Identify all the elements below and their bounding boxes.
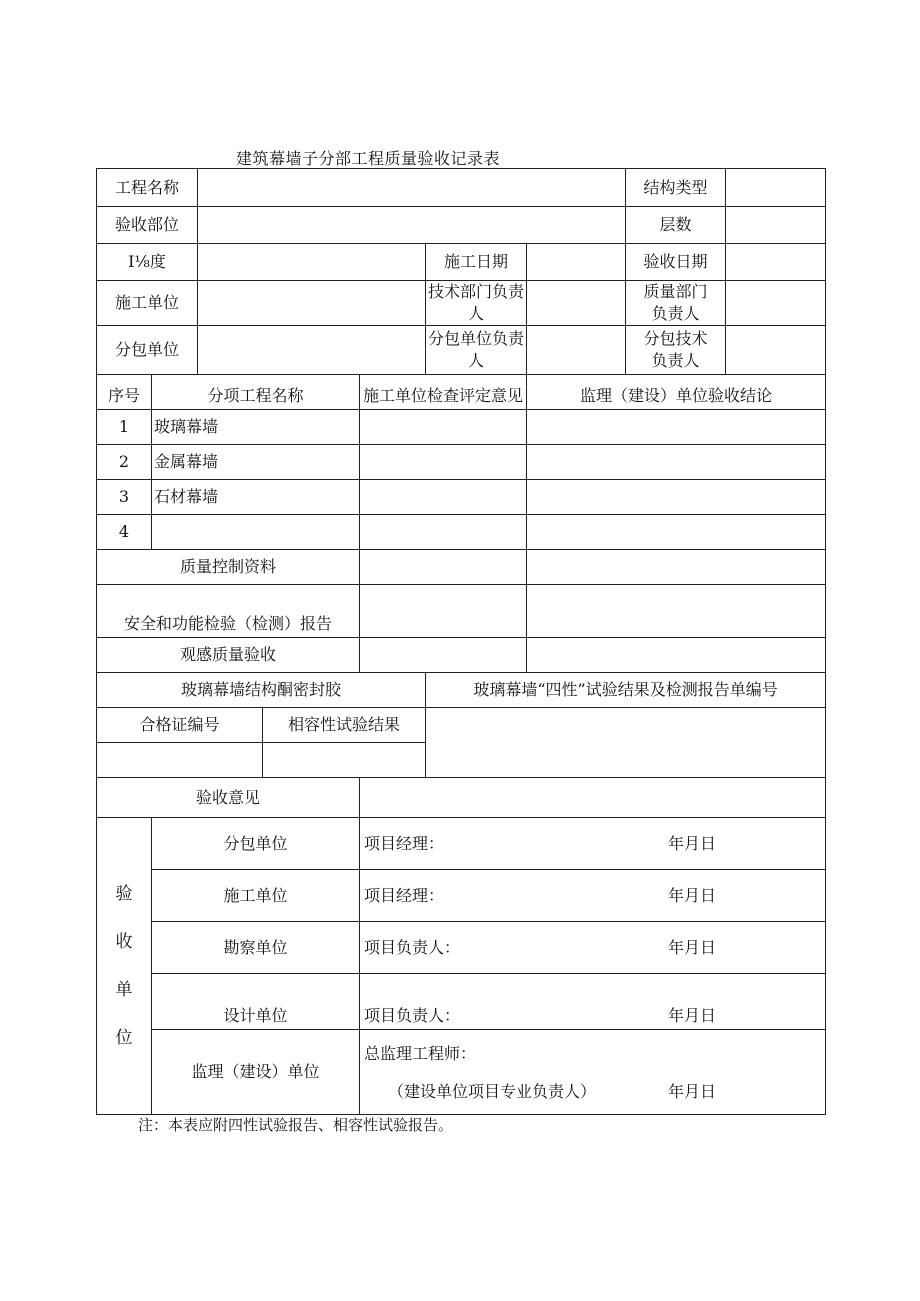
table-row <box>97 515 826 550</box>
sign-date: 年月日 <box>668 1082 717 1101</box>
quality-dept-head-field[interactable] <box>726 281 826 326</box>
table-row <box>97 410 826 445</box>
sign-date: 年月日 <box>668 833 717 853</box>
acceptance-part-field[interactable] <box>198 207 626 244</box>
sign-date: 年月日 <box>668 1006 717 1025</box>
acceptance-date-label: 验收日期 <box>626 244 726 281</box>
quality-control-conclusion-field[interactable] <box>527 550 826 585</box>
subcontract-unit-label: 分包单位 <box>97 326 198 375</box>
opinion-field[interactable] <box>360 778 826 818</box>
col-header-no: 序号 <box>97 375 152 410</box>
row-check-field[interactable] <box>360 410 527 445</box>
table-row <box>97 480 826 515</box>
sign-date: 年月日 <box>668 937 717 957</box>
row-conclusion-field[interactable] <box>527 515 826 550</box>
page-title: 建筑幕墙子分部工程质量验收记录表 <box>236 149 501 168</box>
sign-cell[interactable] <box>360 922 826 974</box>
appearance-check-field[interactable] <box>360 638 527 673</box>
table-row <box>97 445 826 480</box>
structure-type-field[interactable] <box>726 169 826 207</box>
row-no: 4 <box>97 515 152 550</box>
project-name-field[interactable] <box>198 169 626 207</box>
sign-role: 项目负责人： <box>364 937 461 957</box>
unit-name: 设计单位 <box>152 974 360 1030</box>
sign-cell[interactable] <box>360 974 826 1030</box>
row-name <box>152 515 360 550</box>
unit-name: 施工单位 <box>152 870 360 922</box>
certificate-no-label: 合格证编号 <box>97 708 263 743</box>
row-check-field[interactable] <box>360 515 527 550</box>
project-name-label: 工程名称 <box>97 169 198 207</box>
col-header-conclusion: 监理（建设）单位验收结论 <box>527 375 826 410</box>
quality-dept-head-label: 质量部门负责人 <box>626 281 726 326</box>
quality-control-check-field[interactable] <box>360 550 527 585</box>
compatibility-field[interactable] <box>263 743 426 778</box>
certificate-no-field[interactable] <box>97 743 263 778</box>
tech-dept-head-label: 技术部门负责人 <box>426 281 527 326</box>
sign-role-secondary: （建设单位项目专业负责人） <box>388 1082 597 1101</box>
row-no: 3 <box>97 480 152 515</box>
row-no: 2 <box>97 445 152 480</box>
sign-date: 年月日 <box>668 885 717 905</box>
compatibility-label: 相容性试验结果 <box>263 708 426 743</box>
tech-dept-head-field[interactable] <box>527 281 626 326</box>
construction-date-field[interactable] <box>527 244 626 281</box>
col-header-name: 分项工程名称 <box>152 375 360 410</box>
unit-name: 分包单位 <box>152 818 360 870</box>
height-label: I⅛度 <box>97 244 198 281</box>
appearance-label: 观感质量验收 <box>97 638 360 673</box>
unit-name: 勘察单位 <box>152 922 360 974</box>
subcontract-unit-head-field[interactable] <box>527 326 626 375</box>
subcontract-unit-field[interactable] <box>198 326 426 375</box>
structure-type-label: 结构类型 <box>626 169 726 207</box>
footnote: 注：本表应附四性试验报告、相容性试验报告。 <box>138 1116 454 1134</box>
construction-unit-label: 施工单位 <box>97 281 198 326</box>
floors-label: 层数 <box>626 207 726 244</box>
acceptance-part-label: 验收部位 <box>97 207 198 244</box>
row-conclusion-field[interactable] <box>527 480 826 515</box>
sign-cell[interactable] <box>360 870 826 922</box>
four-property-label: 玻璃幕墙“四性”试验结果及检测报告单编号 <box>426 673 826 708</box>
quality-control-label: 质量控制资料 <box>97 550 360 585</box>
sign-role: 项目经理： <box>364 885 445 905</box>
floors-field[interactable] <box>726 207 826 244</box>
row-conclusion-field[interactable] <box>527 445 826 480</box>
safety-report-label: 安全和功能检验（检测）报告 <box>97 585 360 638</box>
row-no: 1 <box>97 410 152 445</box>
acceptance-units-label: 验 收 单 位 <box>97 818 152 1115</box>
safety-report-check-field[interactable] <box>360 585 527 638</box>
row-name: 玻璃幕墙 <box>152 410 360 445</box>
safety-report-conclusion-field[interactable] <box>527 585 826 638</box>
acceptance-date-field[interactable] <box>726 244 826 281</box>
row-check-field[interactable] <box>360 445 527 480</box>
construction-date-label: 施工日期 <box>426 244 527 281</box>
appearance-conclusion-field[interactable] <box>527 638 826 673</box>
construction-unit-field[interactable] <box>198 281 426 326</box>
subcontract-unit-head-label: 分包单位负责人 <box>426 326 527 375</box>
height-field[interactable] <box>198 244 426 281</box>
row-name: 金属幕墙 <box>152 445 360 480</box>
subcontract-tech-head-field[interactable] <box>726 326 826 375</box>
sign-role: 项目经理： <box>364 833 445 853</box>
subcontract-tech-head-label: 分包技术负责人 <box>626 326 726 375</box>
acceptance-record-table <box>96 168 826 1115</box>
sign-cell[interactable] <box>360 818 826 870</box>
sign-role: 总监理工程师： <box>364 1044 477 1063</box>
unit-name: 监理（建设）单位 <box>152 1030 360 1115</box>
row-conclusion-field[interactable] <box>527 410 826 445</box>
sign-cell[interactable] <box>360 1030 826 1115</box>
col-header-check: 施工单位检查评定意见 <box>360 375 527 410</box>
sign-role: 项目负责人： <box>364 1006 461 1025</box>
opinion-label: 验收意见 <box>97 778 360 818</box>
row-name: 石材幕墙 <box>152 480 360 515</box>
four-property-field[interactable] <box>426 708 826 778</box>
row-check-field[interactable] <box>360 480 527 515</box>
structural-sealant-label: 玻璃幕墙结构酮密封胶 <box>97 673 426 708</box>
